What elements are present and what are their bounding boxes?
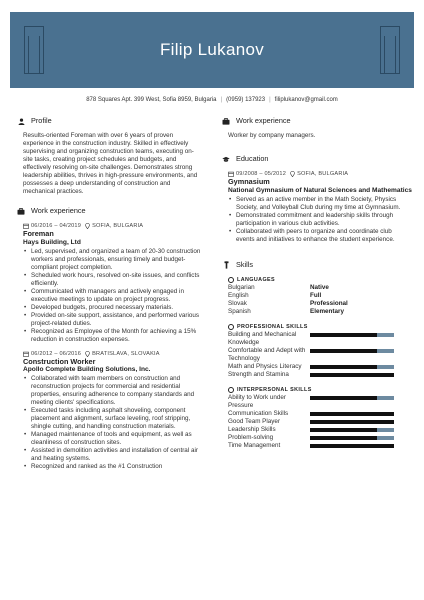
skill-bar [310,436,394,440]
skill-name: Strength and Stamina [228,370,289,378]
briefcase-icon [222,117,230,125]
job-dates: 06/2016 – 04/2019 [31,223,82,229]
skill-bar-fill [310,333,377,337]
skill-row [228,426,412,434]
job-company: Hays Building, Ltd [23,238,81,246]
list-item: • Led, supervised, and organized a team of 20-30 construction workers and professionals, ensuring timely and budget-compliant project completion. [23,248,203,272]
languages-heading [228,276,412,284]
language-level: Elementary [310,307,344,315]
skill-bar [310,333,394,337]
language-name: English [228,291,249,299]
education-entry [222,170,412,244]
language-name: Spanish [228,307,251,315]
list-item: • Provided on-site support, assistance, and performed various project-related duties. [23,312,203,328]
list-item: • Executed tasks including asphalt shoveling, component placement and alignment, surface leveling, roof stripping, shingle cutting, and handling construction materials. [23,407,203,431]
job-location-wrap [85,350,160,358]
section-title-profile [17,116,203,126]
skill-bar-fill [310,349,377,353]
section-title-education [222,154,412,164]
skill-bar-fill [310,420,394,424]
briefcase-icon [17,207,25,215]
skills-body [222,276,412,450]
job-bullets [23,375,203,471]
list-item: • Assisted in demolition activities and installation of central air and heating systems. [23,447,203,463]
education-dates: 09/2008 – 05/2012 [236,171,287,177]
circle-icon [228,324,234,330]
skill-name: Problem-solving [228,433,274,441]
list-item: • Developed budgets, procured necessary materials. [23,304,203,312]
profile-text: Results-oriented Foreman with over 6 years of proven experience in the construction industry. Skilled in effectively supervising and organizing construction teams, executing on-site tasks, creating project schedules and budgets, and effectively resolving on-site challenges. Demonstrates strong leadership abilities, thrives in high-pressure environments, and possesses a deep understanding of construction and mechanical practices. [23,132,198,195]
skill-name: Math and Physics Literacy [228,362,302,370]
skill-row [228,418,412,426]
list-item: • Collaborated with peers to organize and coordinate club events and initiatives to enhance the student experience. [228,228,412,244]
skills-title: Skills [236,259,254,269]
skill-bar-fill [310,436,377,440]
list-item: • Collaborated with team members on construction and reconstruction projects for commercial and residential properties, ensuring adherence to company standards and meeting clients' specifications. [23,375,203,407]
work-experience-title: Work experience [236,116,291,125]
skill-row [228,442,412,450]
skill-name: Time Management [228,441,281,449]
skill-bar [310,373,394,377]
skill-name: Communication Skills [228,409,289,417]
circle-icon [228,387,234,393]
list-item: • Scheduled work hours, resolved on-site issues, and conflicts efficiently. [23,272,203,288]
work-experience-title: Work experience [31,206,86,215]
section-title-work-experience [17,206,203,216]
job-company: Apollo Complete Building Solutions, Inc. [23,366,151,373]
skill-name: Ability to Work under Pressure [228,393,286,409]
language-name: Slovak [228,299,247,307]
job-entry [17,222,203,344]
candidate-name: Filip Lukanov [159,40,265,59]
map-pin-icon [85,351,90,357]
language-level: Full [310,291,322,299]
education-school: National Gymnasium of Natural Sciences and Mathematics [228,186,412,194]
contact-email[interactable]: filiplukanov@gmail.com [274,97,338,103]
education-location-wrap [290,170,348,178]
language-level: Professional [310,299,348,307]
profile-body [17,132,203,196]
contact-separator: | [269,97,271,103]
graduation-cap-icon [222,155,230,163]
list-item: • Demonstrated commitment and leadership skills through participation in various club activities. [228,212,412,228]
skill-row [228,394,412,410]
section-title-skills [222,260,412,270]
skill-bar-fill [310,365,377,369]
job-title: Foreman [23,229,54,238]
person-icon [17,117,25,125]
list-item: • Communicated with managers and actively engaged in executive meetings to update on project progress. [23,288,203,304]
language-row [228,292,412,300]
interpersonal-skills-label: INTERPERSONAL SKILLS [237,386,312,393]
education-bullets [228,196,412,244]
language-row [228,284,412,292]
list-item: • Recognized as Employee of the Month for achieving a 15% reduction in construction expenses. [23,328,203,344]
contact-line [0,97,424,103]
skill-bar-fill [310,444,394,448]
profile-title: Profile [31,116,52,125]
skill-bar-fill [310,396,377,400]
contact-phone: (0959) 137923 [226,97,266,103]
skill-row [228,331,412,347]
skill-row [228,363,412,371]
skill-bar [310,428,394,432]
language-row [228,300,412,308]
skill-bar [310,365,394,369]
section-title-work-experience-continued [222,116,412,126]
education-location: SOFIA, BULGARIA [297,171,349,177]
job-location: SOFIA, BULGARIA [92,223,144,229]
left-column [17,116,203,471]
job-location: BRATISLAVA, SLOVAKIA [92,350,160,357]
skill-bar-fill [310,428,377,432]
work-continued-text: Worker by company managers. [228,132,316,139]
resume-header [10,12,414,88]
skill-name: Good Team Player [228,417,281,425]
skill-name: Comfortable and Adept with Technology [228,346,306,362]
language-name: Bulgarian [228,283,255,291]
skill-name: Leadership Skills [228,425,276,433]
education-title: Education [236,154,269,163]
work-continued-body [222,132,412,140]
map-pin-icon [290,171,295,177]
list-item: • Recognized and ranked as the #1 Construction [23,463,203,471]
skill-bar [310,412,394,416]
skill-bar [310,420,394,424]
language-level: Native [310,283,329,291]
professional-skills-heading [228,323,412,331]
languages-label: LANGUAGES [237,276,276,283]
map-pin-icon [85,223,90,229]
skill-name: Building and Mechanical Knowledge [228,330,297,346]
interpersonal-skills-heading [228,386,412,394]
job-location-wrap [85,222,143,230]
skill-row [228,371,412,379]
list-item: • Managed maintenance of tools and equipment, as well as cleanliness of construction sites. [23,431,203,447]
skill-row [228,434,412,442]
skill-bar [310,396,394,400]
job-title: Construction Worker [23,356,96,366]
job-dates: 06/2012 – 06/2016 [31,350,82,357]
contact-separator: | [220,97,223,103]
skill-bar-fill [310,373,394,377]
skill-bar-fill [310,412,394,416]
skill-row [228,410,412,418]
job-entry [17,350,203,472]
right-column [222,116,412,450]
skill-bar [310,349,394,353]
wrench-icon [222,261,230,269]
education-degree: Gymnasium [228,177,270,186]
circle-icon [228,277,234,283]
professional-skills-label: PROFESSIONAL SKILLS [237,323,308,330]
language-row [228,308,412,316]
skill-row [228,347,412,363]
list-item: • Served as an active member in the Math Society, Physics Society, and Volleyball Club during my time at Gymnasium. [228,196,412,212]
calendar-icon [23,351,29,357]
contact-address: 878 Squares Apt. 399 West, Sofia 8959, Bulgaria [86,97,217,103]
job-bullets [23,248,203,344]
skill-bar [310,444,394,448]
